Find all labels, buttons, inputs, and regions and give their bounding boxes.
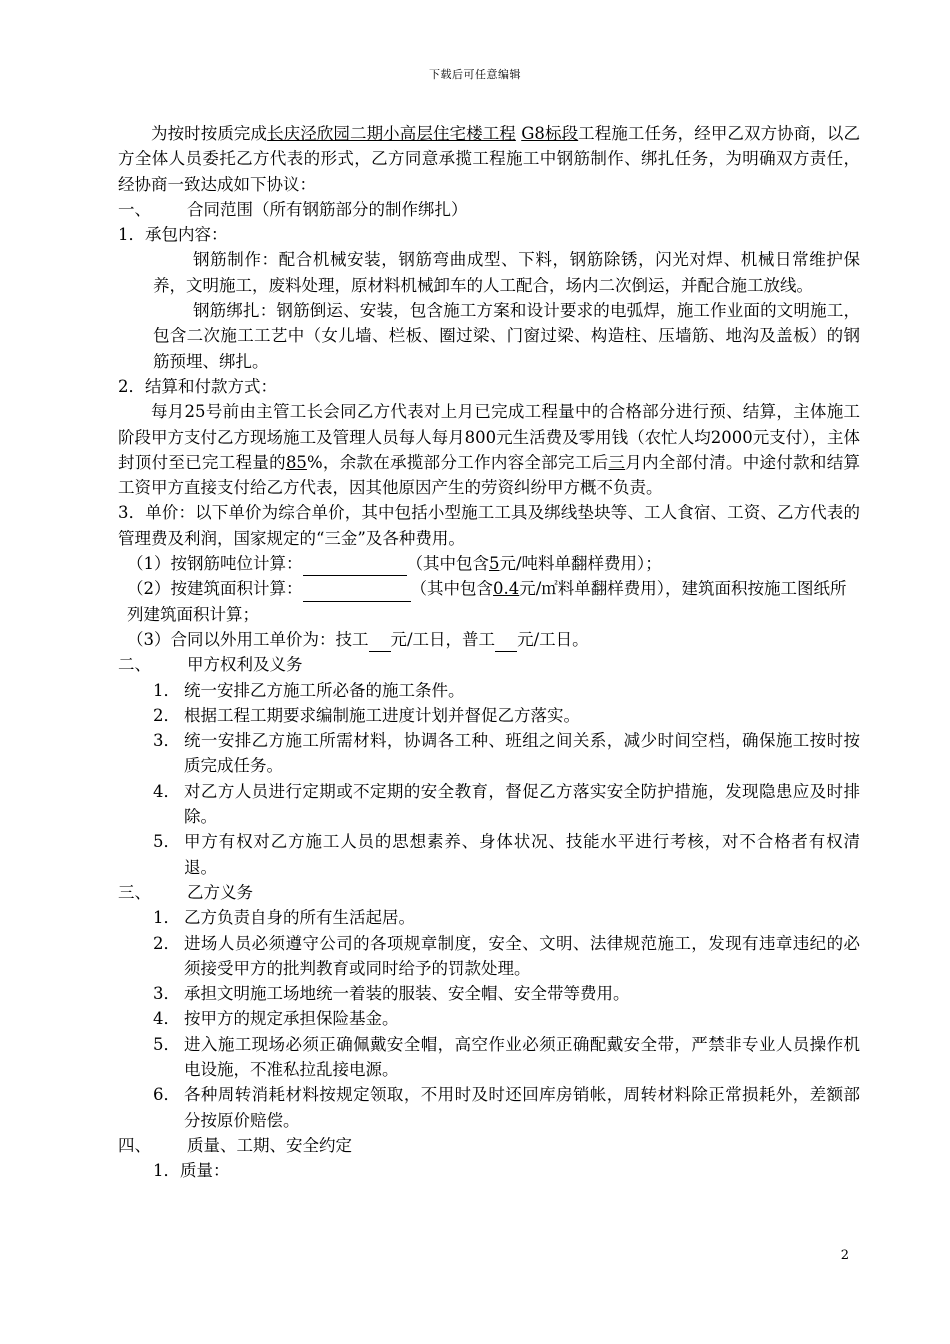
list-item-text: 甲方有权对乙方施工人员的思想素养、身体状况、技能水平进行考核，对不合格者有权清退。 (184, 832, 860, 877)
section-3-title: 乙方义务 (187, 882, 253, 902)
skilled-wage-blank[interactable] (369, 633, 391, 652)
section-1-title: 合同范围（所有钢筋部分的制作绑扎） (187, 199, 468, 219)
list-item (153, 779, 860, 830)
rebar-fabrication-text: 钢筋制作：配合机械安装，钢筋弯曲成型、下料，钢筋除锈，闪光对焊、机械日常维护保养，文明施工，废料处理，原材料机械卸车的人工配合，场内二次倒运，并配合施工放线。 (153, 250, 860, 295)
page-header: 下载后可任意编辑 (429, 68, 521, 81)
list-item-text: 进场人员必须遵守公司的各项规章制度，安全、文明、法律规范施工，发现有违章违纪的必须接受甲方的批判教育或同时给予的罚款处理。 (184, 933, 860, 978)
list-item-text: 对乙方人员进行定期或不定期的安全教育，督促乙方落实安全防护措施，发现隐患应及时排除。 (184, 781, 860, 827)
list-item-number: 4． (153, 781, 180, 801)
list-item (153, 931, 860, 982)
list-item-number: 3． (153, 984, 180, 1004)
payment-text-c: 月内全部付清。中途付款和结算工资甲方直接支付给乙方代表，因其他原因产生的劳资纠纷甲方概不负责。 (118, 452, 861, 498)
intro-text-a: 为按时按质完成 (151, 124, 268, 143)
list-item (153, 829, 860, 880)
payment-months: 三 (608, 452, 626, 472)
unit-price-3-text-c: 元/工日。 (517, 629, 589, 649)
payment-text-a: 每月25号前由主管工长会同乙方代表对上月已完成工程量中的合格部分进行预、结算，主体施工阶段甲方支付乙方现场施工及管理人员每人每月800元生活费及零用钱（农忙人均2000元支付），主体封顶付至已完工程量的 (118, 402, 860, 472)
list-item-number: 2． (153, 705, 180, 725)
general-wage-blank[interactable] (495, 633, 517, 652)
list-item-text: 根据工程工期要求编制施工进度计划并督促乙方落实。 (184, 705, 580, 725)
unit-price-3-text-b: 元/工日，普工 (390, 629, 496, 649)
unit-price-line-2 (118, 576, 860, 627)
list-item-text: 承担文明施工场地统一着装的服装、安全帽、安全带等费用。 (184, 984, 630, 1004)
section-3-heading (118, 880, 860, 905)
s1-item-1-body (118, 247, 860, 373)
section-4-heading (118, 1133, 860, 1158)
unit-price-2-text-c: 元/㎡料单翻样费用），建筑面积按施工图纸所列建筑面积计算； (127, 579, 847, 624)
list-item-text: 进入施工现场必须正确佩戴安全帽，高空作业必须正确配戴安全带，严禁非专业人员操作机电设施，不准私拉乱接电源。 (184, 1034, 860, 1079)
payment-percent: 85 (285, 452, 307, 472)
list-item-number: 6． (153, 1085, 180, 1105)
unit-price-2-blank[interactable] (303, 583, 411, 602)
unit-price-2-text-b: （其中包含 (410, 579, 493, 599)
list-item (153, 678, 860, 703)
unit-price-1-text-c: 元/吨料单翻样费用）； (499, 554, 662, 574)
section-2-list (118, 678, 860, 880)
list-item (153, 981, 860, 1006)
section-2-title: 甲方权利及义务 (187, 655, 303, 675)
section-3-list (118, 905, 860, 1133)
list-item (153, 703, 860, 728)
list-item-number: 1． (153, 680, 180, 700)
payment-paragraph (118, 399, 860, 500)
unit-price-2-label: （2）按建筑面积计算： (127, 579, 303, 599)
list-item-text: 各种周转消耗材料按规定领取，不用时及时还回库房销帐，周转材料除正常损耗外，差额部分按原价赔偿。 (184, 1085, 860, 1130)
list-item-number: 5． (153, 832, 180, 852)
unit-price-1-value: 5 (489, 554, 500, 574)
list-item (153, 1082, 860, 1133)
unit-price-line-3 (118, 627, 860, 652)
list-item (153, 905, 860, 930)
list-item-number: 3． (153, 731, 180, 751)
list-item-text: 按甲方的规定承担保险基金。 (184, 1009, 399, 1029)
intro-paragraph (118, 121, 860, 197)
list-item-text: 乙方负责自身的所有生活起居。 (184, 908, 415, 928)
section-1-heading (118, 197, 860, 222)
unit-price-2-value: 0.4 (493, 579, 520, 599)
section-4-title: 质量、工期、安全约定 (187, 1135, 352, 1155)
list-item-number: 2． (153, 933, 180, 953)
s1-item-2-title: 2．结算和付款方式： (118, 376, 277, 396)
section-2-heading (118, 652, 860, 677)
s4-item-1-title: 1．质量： (153, 1161, 230, 1181)
list-item-number: 4． (153, 1009, 180, 1029)
section-2-number: 二、 (118, 655, 151, 675)
unit-price-line-1 (118, 551, 860, 576)
list-item (153, 1032, 860, 1083)
unit-price-3-label: （3）合同以外用工单价为：技工 (127, 629, 369, 649)
list-item-number: 1． (153, 908, 180, 928)
section-4-number: 四、 (118, 1135, 151, 1155)
page-number: 2 (840, 1248, 849, 1263)
s1-item-1-title: 1．承包内容： (118, 225, 228, 245)
unit-price-1-text-b: （其中包含 (406, 554, 489, 574)
list-item (153, 1006, 860, 1031)
s1-item-3-unit-price: 3．单价：以下单价为综合单价，其中包括小型施工工具及绑线垫块等、工人食宿、工资、乙方代表的管理费及利润，国家规定的“三金”及各种费用。 (118, 503, 860, 548)
list-item-text: 统一安排乙方施工所需材料，协调各工种、班组之间关系，减少时间空档，确保施工按时按质完成任务。 (184, 731, 860, 776)
project-name: 长庆泾欣园二期小高层住宅楼工程 (267, 124, 516, 143)
unit-price-1-label: （1）按钢筋吨位计算： (127, 554, 303, 574)
section-name: G8标段 (521, 124, 579, 143)
list-item (153, 728, 860, 779)
list-item-number: 5． (153, 1034, 180, 1054)
rebar-binding-text: 钢筋绑扎：钢筋倒运、安装，包含施工方案和设计要求的电弧焊，施工作业面的文明施工，包含二次施工工艺中（女儿墙、栏板、圈过梁、门窗过梁、构造柱、压墙筋、地沟及盖板）的钢筋预埋、绑扎。 (153, 301, 860, 371)
intro-text-b: 工程施工任务，经甲乙双方协商，以乙方全体人员委托乙方代表的形式，乙方同意承揽工程施工中钢筋制作、绑扎任务，为明确双方责任，经协商一致达成如下协议： (118, 124, 861, 194)
section-1-number: 一、 (118, 199, 151, 219)
list-item-text: 统一安排乙方施工所必备的施工条件。 (184, 680, 465, 700)
payment-text-b: %，余款在承揽部分工作内容全部完工后 (306, 452, 609, 472)
document-body (118, 121, 860, 1183)
unit-price-1-blank[interactable] (303, 557, 407, 576)
section-3-number: 三、 (118, 882, 151, 902)
